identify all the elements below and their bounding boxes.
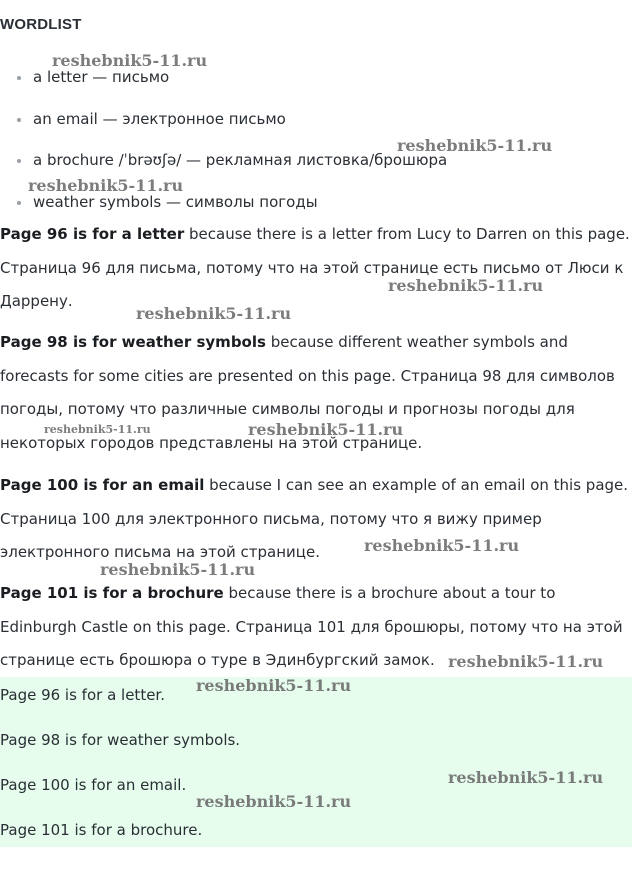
watermark: reshebnik5-11.ru xyxy=(448,652,604,671)
bullet-icon xyxy=(17,76,21,80)
list-item-text: weather symbols — символы погоды xyxy=(33,192,318,211)
explanation-paragraph xyxy=(0,218,632,319)
watermark: reshebnik5-11.ru xyxy=(44,423,151,436)
watermark: reshebnik5-11.ru xyxy=(136,304,292,323)
bullet-icon xyxy=(17,159,21,163)
answer-box xyxy=(0,677,632,847)
paragraph-text: because I can see an example of an email on this page. Страница 100 для электронного письма, потому что я вижу пример электронного письма на этой странице. xyxy=(0,476,629,561)
watermark: reshebnik5-11.ru xyxy=(196,792,352,811)
paragraph-bold: Page 98 is for weather symbols xyxy=(0,333,266,351)
watermark: reshebnik5-11.ru xyxy=(388,276,544,295)
watermark: reshebnik5-11.ru xyxy=(196,676,352,695)
paragraph-bold: Page 100 is for an email xyxy=(0,476,205,494)
list-item-text: a brochure /ˈbrəʊʃə/ — рекламная листовка/брошюра xyxy=(33,151,448,169)
explanation-paragraph xyxy=(0,469,632,570)
list-item-text: a letter — письмо xyxy=(33,68,170,86)
answer-line: Page 101 is for a brochure. xyxy=(0,821,203,839)
wordlist-heading: WORDLIST xyxy=(0,16,82,33)
answer-line: Page 98 is for weather symbols. xyxy=(0,731,241,749)
watermark: reshebnik5-11.ru xyxy=(448,768,604,787)
watermark: reshebnik5-11.ru xyxy=(397,136,553,155)
watermark: reshebnik5-11.ru xyxy=(248,420,404,439)
watermark: reshebnik5-11.ru xyxy=(52,51,208,70)
bullet-icon xyxy=(17,118,21,122)
paragraph-text: because there is a letter from Lucy to Darren on this page. Страница 96 для письма, потому что на этой странице есть письмо от Люси к Даррену. xyxy=(0,225,630,310)
explanation-paragraph xyxy=(0,326,632,460)
watermark: reshebnik5-11.ru xyxy=(364,536,520,555)
paragraph-bold: Page 96 is for a letter xyxy=(0,225,185,243)
answer-line: Page 100 is for an email. xyxy=(0,776,187,794)
paragraph-bold: Page 101 is for a brochure xyxy=(0,584,224,602)
answer-line: Page 96 is for a letter. xyxy=(0,686,165,704)
watermark: reshebnik5-11.ru xyxy=(100,560,256,579)
paragraph-text: because there is a brochure about a tour to Edinburgh Castle on this page. Страница 101 для брошюры, потому что на этой странице есть брошюра о туре в Эдинбургский замок. xyxy=(0,584,623,669)
paragraph-text: because different weather symbols and forecasts for some cities are presented on this page. Страница 98 для символов погоды, потому что различные символы погоды и прогнозы погоды для некоторых городов представлены на этой странице. xyxy=(0,333,615,452)
list-item-text: an email — электронное письмо xyxy=(33,109,286,128)
watermark: reshebnik5-11.ru xyxy=(28,176,184,195)
bullet-icon xyxy=(17,201,21,205)
